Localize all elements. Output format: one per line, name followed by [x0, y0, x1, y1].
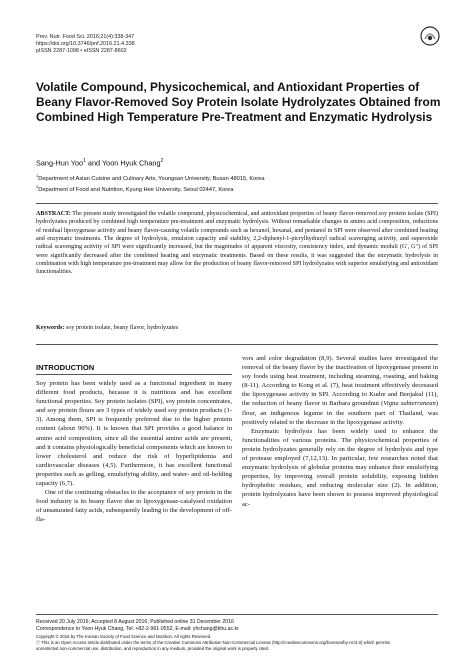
- affiliation-mark: 2: [36, 184, 39, 190]
- author-name: Sang-Hun Yoo: [36, 158, 84, 168]
- journal-issn: pISSN 2287-1098 • eISSN 2287-8602: [36, 48, 127, 54]
- author-list: [36, 158, 163, 167]
- keywords-label: Keywords:: [36, 325, 65, 331]
- license-text: This is an Open Access article distributed under the terms of the Creative Commons Attribution Non-Commercial License (http://creativecommons.org/licenses/by-nc/4.0) which permits: [41, 640, 390, 645]
- received-dates: Received 20 July 2016; Accepted 8 August 2016; Published online 31 December 2016: [36, 619, 234, 625]
- section-divider: [36, 203, 438, 204]
- copyright-line: Copyright © 2016 by The Korean Society of Food Science and Nutrition. All rights Reserved.: [36, 634, 212, 640]
- heading-underline: [36, 374, 232, 375]
- journal-meta: [36, 34, 135, 55]
- license-line: unrestricted non-commercial use, distribution, and reproduction in any medium, provided the original work is properly cited.: [36, 645, 270, 651]
- journal-doi[interactable]: https://doi.org/10.3746/pnf.2016.21.4.338: [36, 41, 135, 47]
- body-column-left: [36, 379, 232, 525]
- abstract: [36, 210, 438, 277]
- affiliation-item: [36, 172, 265, 183]
- abstract-text: The present study investigated the volatile compound, physicochemical, and antioxidant properties of beany flavor-removed soy protein isolate (SPI) hydrolyzates produced by combined high temperature pre-treatment and enzymatic hydrolysis. Without remarkable changes in amino acid composition, reductions of residual lipoxygenase activity and beany flavor-causing volatile compounds such as hexanol, hexanal, and pentanol in SPI were observed after combined heating and enzymatic treatments. The degree of hydrolysis, emulsion capacity and stability, 2,2-diphenyl-1-picrylhydrazyl radical scavenging activity, and superoxide radical scavenging activity of SPI were significantly increased, but the magnitudes of apparent viscosity, consistency index, and dynamic moduli (G′, G″) of SPI were significantly decreased after the combined heating and enzymatic treatments. Based on these results, it was suggested that the enzymatic hydrolysis in combination with high temperature pre-treatment may allow for the production of beany flavor-removed SPI hydrolyzates with superior emulsifying and antioxidant functionalities.: [36, 211, 438, 276]
- correspondence: Correspondence to Yoon Hyuk Chang, Tel: +82-2-961-0552, E-mail: yhchang@khu.ac.kr: [36, 626, 239, 633]
- section-heading: INTRODUCTION: [36, 363, 95, 372]
- species-name: Vigna subterranean: [383, 400, 436, 408]
- body-paragraph: Enzymatic hydrolysis has been widely used to enhance the functionalities of various proteins. The physicochemical properties of protein hydrolyzates generally rely on the degree of hydrolysis and type of protease employed (7,12,13). In particular, few researches noted that enzymatic hydrolysis of globular proteins may enhance their emulsifying properties, by improving overall protein solubility, exposing hidden hydrophobic residues, and reducing molecular size (2). In addition, protein hydrolyzates have been shown to possess improved physiological ac-: [242, 427, 438, 508]
- abstract-label: ABSTRACT:: [36, 211, 71, 217]
- affiliation-list: [36, 172, 265, 195]
- paragraph-text: ) flour, an indigenous legume in the southern part of Thailand, was positively related to the decrease in the lipoxygenase activity.: [242, 400, 439, 426]
- affiliation-item: [36, 183, 265, 194]
- author-conjunction: and: [85, 158, 102, 168]
- affiliation-mark: 1: [36, 173, 39, 178]
- journal-citation: Prev. Nutr. Food Sci. 2016;21(4):338-347: [36, 34, 135, 40]
- section-divider: [36, 344, 438, 345]
- affiliation-text: Department of Food and Nutrition, Kyung Hee University, Seoul 02447, Korea: [38, 187, 234, 194]
- affiliation-text: Department of Asian Cuisine and Culinary Arts, Youngsan University, Busan 48015, Korea: [38, 175, 265, 182]
- open-access-icon: ⓒ: [36, 640, 42, 645]
- body-paragraph: One of the continuing obstacles to the acceptance of soy protein in the food industry is its beany flavor due to lipoxygenase-catalysed oxidation of unsaturated fatty acids, subsequently leading to the development of off-fla-: [36, 489, 232, 524]
- footer: [36, 619, 438, 651]
- paragraph-text: vors and color degradation (8,9). Several studies have investigated the removal of the beany flavor by the inactivation of lipoxygenase present in soy foods using heat treatment, including steaming, roasting, and baking (8-11). According to Kong et al. (7), heat treatment effectively decreased the lipoxygenase activity in SPI. According to Kudre and Benjakul (11), the reduction of beany flavor in Barbara groundnut (: [242, 355, 438, 408]
- journal-logo-icon: [420, 26, 440, 46]
- footer-divider: [36, 614, 438, 615]
- body-column-right: [242, 354, 438, 509]
- author-affiliation-mark: 1: [83, 158, 86, 164]
- author-name: Yoon Hyuk Chang: [101, 158, 161, 168]
- body-paragraph: Soy protein has been widely used as a functional ingredient in many different food products, because it is nutritious and has excellent functional properties. Soy protein isolates (SPI), soy protein concentrates, and soy protein flours are 3 types of widely used soy protein products (1-3). Among them, SPI is frequently preferred due to the higher protein content (about 90%). It is known that SPI provides a good balance in amino acid composition, since all the essential amino acids are present, and it contains physiologically beneficial components which are known to lower cholesterol and reduce the risk of hyperlipidemia and cardiovascular diseases (4,5). Furthermore, it has excellent functional properties such as gelling, emulsifying ability, and water- and oil-holding capacity (6,7).: [36, 380, 232, 488]
- keywords-text: soy protein isolate, beany flavor, hydrolyzates: [64, 325, 179, 331]
- keywords: [36, 325, 178, 331]
- author-affiliation-mark: 2: [160, 158, 164, 164]
- body-paragraph: [242, 354, 438, 427]
- license-line: [36, 640, 438, 646]
- copyright-block: [36, 634, 438, 651]
- paper-title: Volatile Compound, Physicochemical, and Antioxidant Properties of Beany Flavor-Removed Soy Protein Isolate Hydrolyzates Obtained from Combined High Temperature Pre-Treatment and Enzymatic Hydrolysis: [36, 80, 441, 124]
